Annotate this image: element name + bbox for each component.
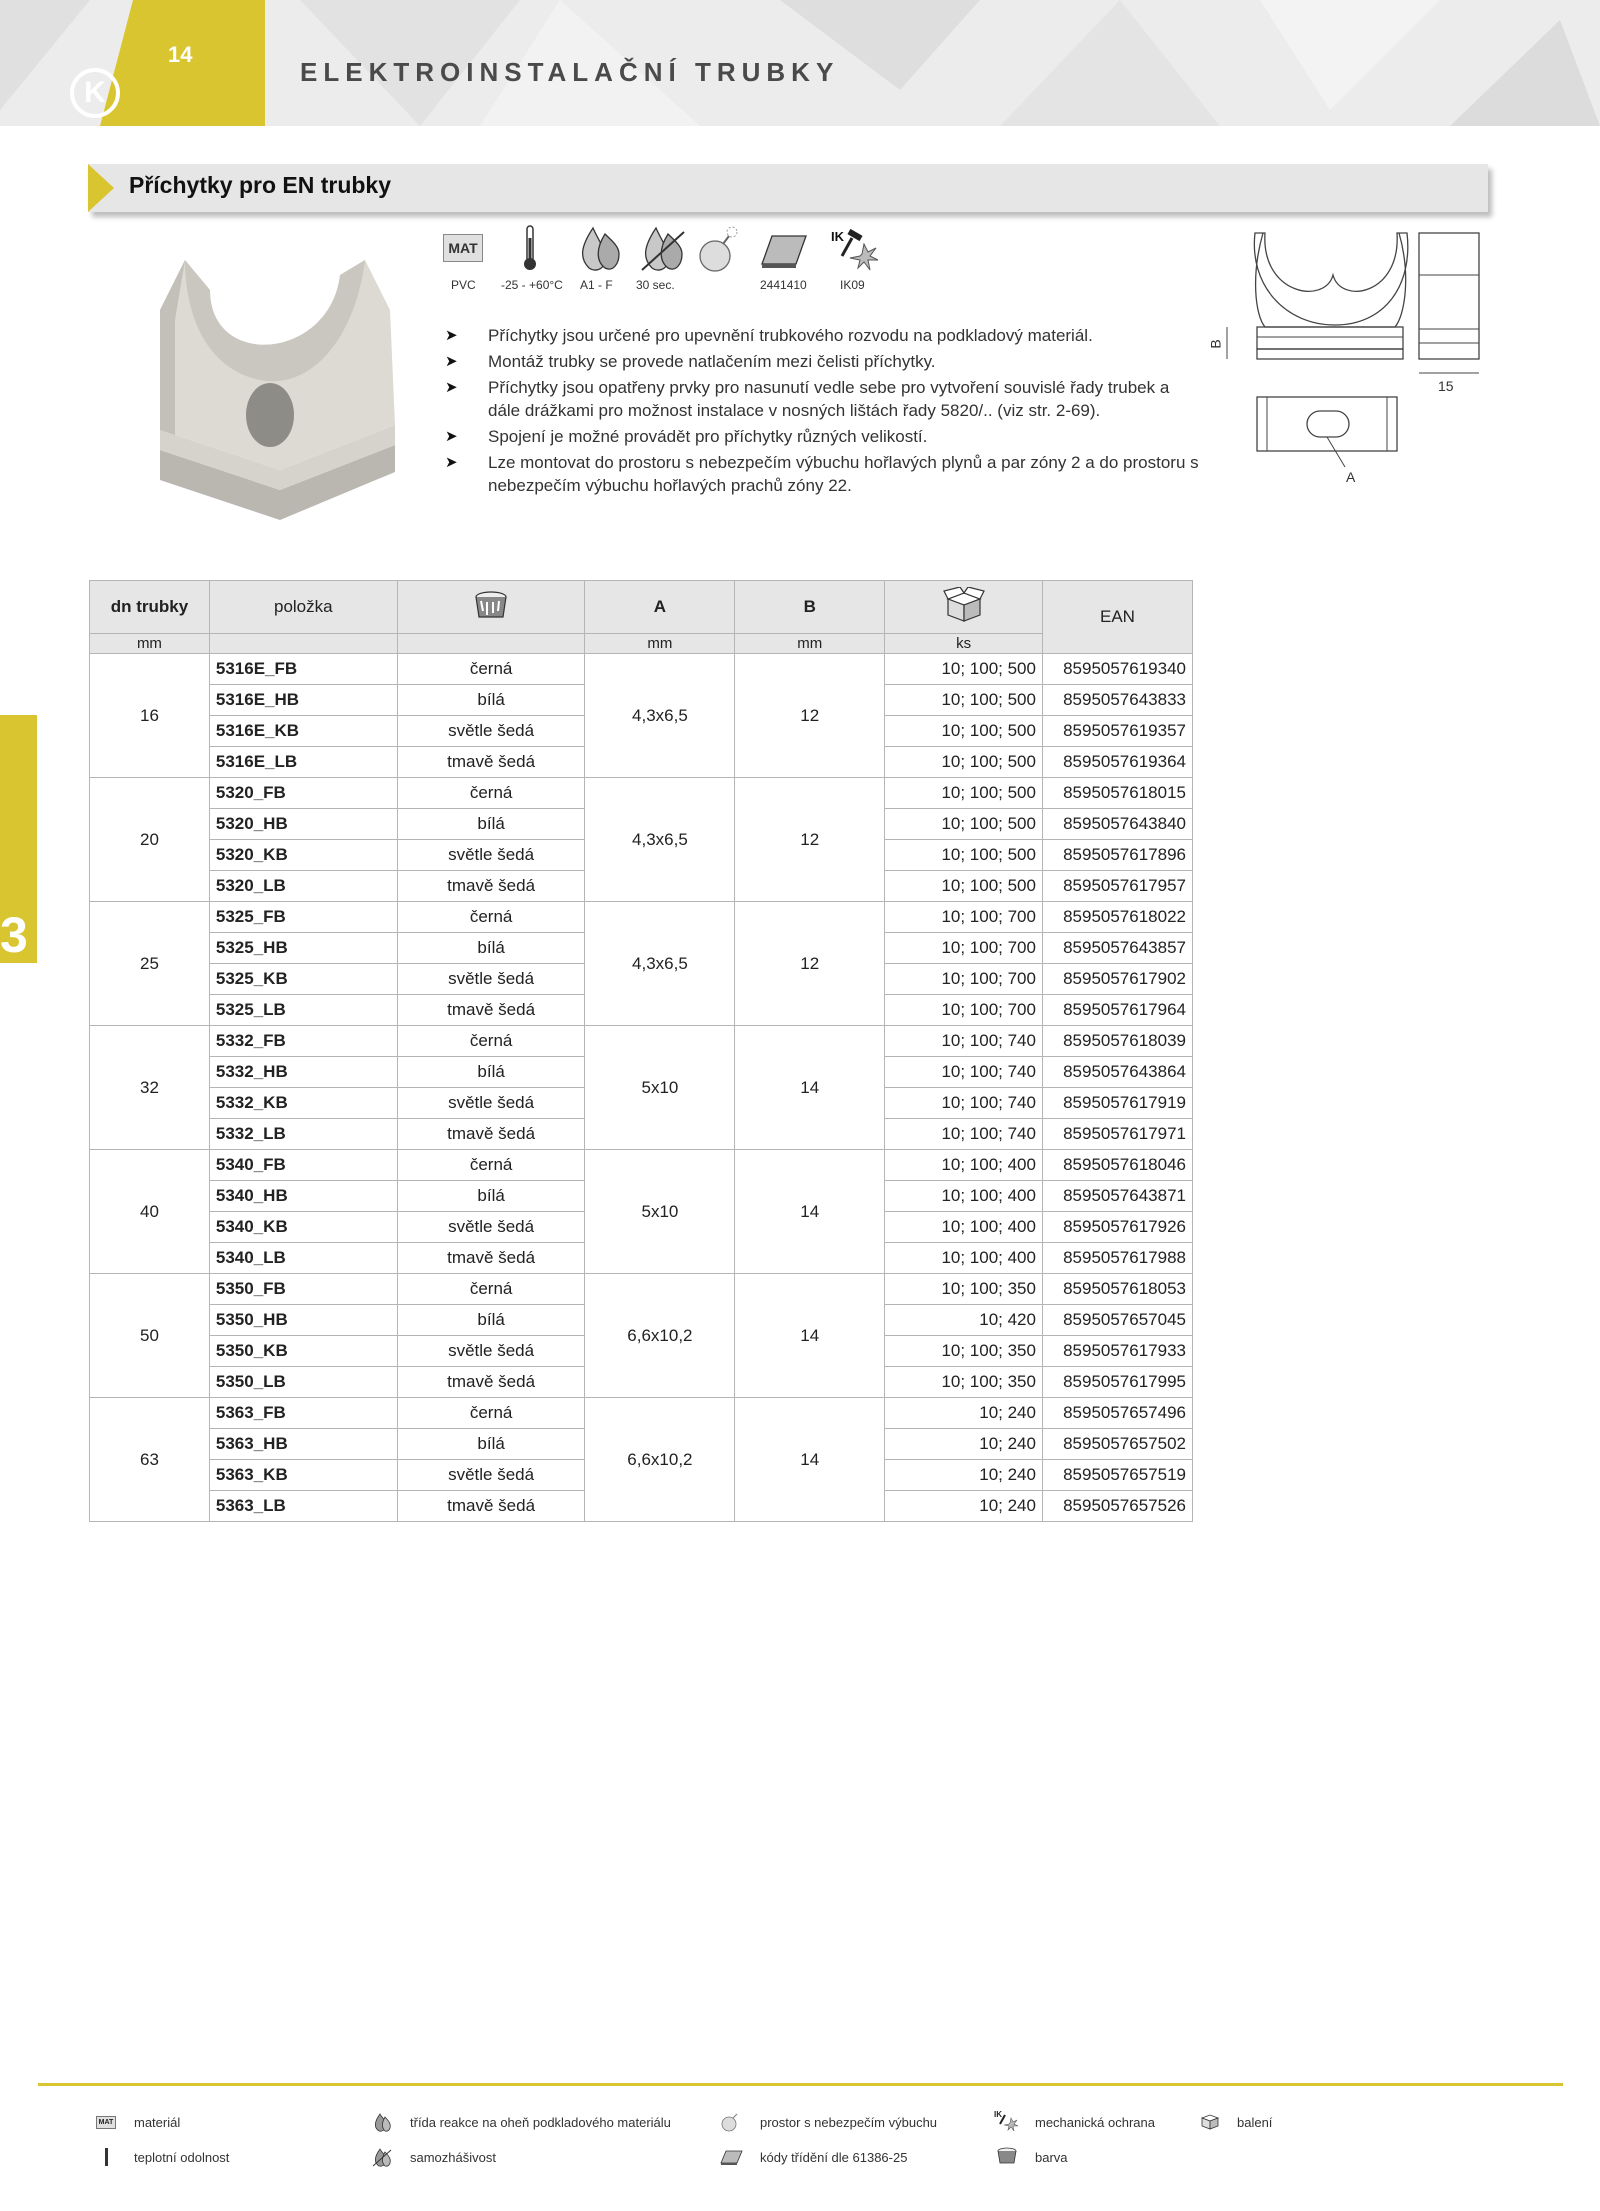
item-code-cell: 5363_HB xyxy=(209,1429,397,1460)
package-qty-cell: 10; 100; 500 xyxy=(885,685,1043,716)
feature-item: ➤ Lze montovat do prostoru s nebezpečím výbuchu hořlavých plynů a par zóny 2 a do prostoru s nebezpečím výbuchu hořlavých prachů zóny 22. xyxy=(445,451,1205,497)
color-cell: černá xyxy=(397,778,585,809)
table-row xyxy=(90,1398,1193,1429)
dn-cell: 63 xyxy=(90,1398,210,1522)
ean-cell: 8595057643864 xyxy=(1042,1057,1192,1088)
technical-drawing xyxy=(1205,225,1485,495)
package-qty-cell: 10; 240 xyxy=(885,1398,1043,1429)
table-row xyxy=(90,902,1193,933)
color-cell: černá xyxy=(397,1274,585,1305)
explosion-icon xyxy=(695,222,741,274)
ean-cell: 8595057617919 xyxy=(1042,1088,1192,1119)
ean-cell: 8595057657519 xyxy=(1042,1460,1192,1491)
ean-cell: 8595057617933 xyxy=(1042,1336,1192,1367)
brand-logo: K xyxy=(70,68,120,118)
color-cell: světle šedá xyxy=(397,964,585,995)
legend-material-icon: MAT xyxy=(96,2116,116,2129)
icon-label-sorting-code: 2441410 xyxy=(760,278,807,292)
item-code-cell: 5363_LB xyxy=(209,1491,397,1522)
item-code-cell: 5332_HB xyxy=(209,1057,397,1088)
dimension-a-cell: 6,6x10,2 xyxy=(585,1274,735,1398)
color-cell: bílá xyxy=(397,1305,585,1336)
dimension-b-cell: 14 xyxy=(735,1398,885,1522)
ean-cell: 8595057618053 xyxy=(1042,1274,1192,1305)
legend-fire-class: třída reakce na oheň podkladového materiálu xyxy=(410,2115,671,2130)
item-code-cell: 5320_HB xyxy=(209,809,397,840)
color-cell: tmavě šedá xyxy=(397,1243,585,1274)
package-icon xyxy=(942,587,986,623)
table-row xyxy=(90,1274,1193,1305)
legend-self-extinguish-icon xyxy=(372,2147,392,2167)
color-cell: černá xyxy=(397,902,585,933)
table-units-row xyxy=(90,634,1193,654)
ik-badge: IK xyxy=(831,229,844,244)
item-code-cell: 5350_KB xyxy=(209,1336,397,1367)
thermometer-icon xyxy=(522,224,538,272)
legend-material: materiál xyxy=(134,2115,181,2130)
table-row xyxy=(90,1026,1193,1057)
unit-ks: ks xyxy=(885,634,1043,654)
unit-dn: mm xyxy=(90,634,210,654)
icon-label-mechanical: IK09 xyxy=(840,278,865,292)
ean-cell: 8595057657496 xyxy=(1042,1398,1192,1429)
footer-divider xyxy=(38,2083,1563,2086)
dimension-b-cell: 12 xyxy=(735,902,885,1026)
package-qty-cell: 10; 100; 740 xyxy=(885,1088,1043,1119)
item-code-cell: 5340_LB xyxy=(209,1243,397,1274)
item-code-cell: 5340_KB xyxy=(209,1212,397,1243)
page-number: 14 xyxy=(168,42,193,67)
ean-cell: 8595057619357 xyxy=(1042,716,1192,747)
ean-cell: 8595057618039 xyxy=(1042,1026,1192,1057)
icon-label-material: PVC xyxy=(451,278,476,292)
ean-cell: 8595057643871 xyxy=(1042,1181,1192,1212)
color-cell: tmavě šedá xyxy=(397,747,585,778)
dn-cell: 32 xyxy=(90,1026,210,1150)
package-qty-cell: 10; 240 xyxy=(885,1491,1043,1522)
item-code-cell: 5363_KB xyxy=(209,1460,397,1491)
table-body xyxy=(90,654,1193,1522)
header-ean: EAN xyxy=(1042,581,1192,654)
color-cell: světle šedá xyxy=(397,716,585,747)
icon-label-self-extinguish: 30 sec. xyxy=(636,278,675,292)
header-a: A xyxy=(585,581,735,634)
icon-label-fire-class: A1 - F xyxy=(580,278,613,292)
package-qty-cell: 10; 100; 500 xyxy=(885,716,1043,747)
package-qty-cell: 10; 100; 400 xyxy=(885,1243,1043,1274)
item-code-cell: 5316E_KB xyxy=(209,716,397,747)
ean-cell: 8595057617957 xyxy=(1042,871,1192,902)
legend-hammer-icon xyxy=(994,2110,1020,2132)
dimension-b-cell: 12 xyxy=(735,654,885,778)
legend-color: barva xyxy=(1035,2150,1068,2165)
item-code-cell: 5340_HB xyxy=(209,1181,397,1212)
package-qty-cell: 10; 240 xyxy=(885,1429,1043,1460)
product-table xyxy=(89,580,1193,1522)
package-qty-cell: 10; 100; 500 xyxy=(885,654,1043,685)
section-title: Příchytky pro EN trubky xyxy=(129,172,392,198)
legend-temperature-icon xyxy=(105,2148,108,2166)
color-cell: bílá xyxy=(397,933,585,964)
package-qty-cell: 10; 100; 500 xyxy=(885,809,1043,840)
dimension-a-cell: 4,3x6,5 xyxy=(585,778,735,902)
self-extinguish-icon xyxy=(638,224,686,274)
dimension-a-cell: 4,3x6,5 xyxy=(585,654,735,778)
dimension-a-cell: 5x10 xyxy=(585,1150,735,1274)
ean-cell: 8595057657526 xyxy=(1042,1491,1192,1522)
legend-fire-class-icon xyxy=(372,2112,392,2132)
dimension-a-cell: 4,3x6,5 xyxy=(585,902,735,1026)
ean-cell: 8595057617896 xyxy=(1042,840,1192,871)
item-code-cell: 5316E_FB xyxy=(209,654,397,685)
legend-explosion: prostor s nebezpečím výbuchu xyxy=(760,2115,938,2130)
dn-cell: 50 xyxy=(90,1274,210,1398)
header-item: položka xyxy=(209,581,397,634)
dimension-b-cell: 14 xyxy=(735,1274,885,1398)
color-bucket-icon xyxy=(473,589,509,621)
package-qty-cell: 10; 100; 740 xyxy=(885,1057,1043,1088)
dimension-a-cell: 5x10 xyxy=(585,1026,735,1150)
package-qty-cell: 10; 100; 350 xyxy=(885,1367,1043,1398)
color-cell: černá xyxy=(397,1150,585,1181)
item-code-cell: 5332_KB xyxy=(209,1088,397,1119)
ean-cell: 8595057643833 xyxy=(1042,685,1192,716)
dimension-a-cell: 6,6x10,2 xyxy=(585,1398,735,1522)
item-code-cell: 5325_HB xyxy=(209,933,397,964)
feature-item: ➤ Příchytky jsou určené pro upevnění trubkového rozvodu na podkladový materiál. xyxy=(445,324,1205,347)
table-row xyxy=(90,1150,1193,1181)
product-image xyxy=(140,250,410,520)
package-qty-cell: 10; 100; 500 xyxy=(885,840,1043,871)
ean-cell: 8595057618015 xyxy=(1042,778,1192,809)
dimension-15-label: 15 xyxy=(1438,378,1454,394)
unit-item xyxy=(209,634,397,654)
item-code-cell: 5316E_LB xyxy=(209,747,397,778)
legend-mechanical: mechanická ochrana xyxy=(1035,2115,1155,2130)
color-cell: černá xyxy=(397,1398,585,1429)
item-code-cell: 5316E_HB xyxy=(209,685,397,716)
item-code-cell: 5350_HB xyxy=(209,1305,397,1336)
package-qty-cell: 10; 100; 740 xyxy=(885,1026,1043,1057)
package-qty-cell: 10; 100; 350 xyxy=(885,1274,1043,1305)
ean-cell: 8595057617926 xyxy=(1042,1212,1192,1243)
color-cell: světle šedá xyxy=(397,1336,585,1367)
ean-cell: 8595057643857 xyxy=(1042,933,1192,964)
ean-cell: 8595057617988 xyxy=(1042,1243,1192,1274)
item-code-cell: 5325_FB xyxy=(209,902,397,933)
color-cell: tmavě šedá xyxy=(397,1491,585,1522)
color-cell: světle šedá xyxy=(397,1088,585,1119)
dimension-b-cell: 12 xyxy=(735,778,885,902)
color-cell: světle šedá xyxy=(397,1460,585,1491)
legend-explosion-icon xyxy=(720,2112,740,2132)
feature-item: ➤ Montáž trubky se provede natlačením mezi čelisti příchytky. xyxy=(445,350,1205,373)
item-code-cell: 5325_KB xyxy=(209,964,397,995)
dn-cell: 40 xyxy=(90,1150,210,1274)
feature-item: ➤ Příchytky jsou opatřeny prvky pro nasunutí vedle sebe pro vytvoření souvislé řady trubek a dále drážkami pro možnost instalace v nosných lištách řady 5820/.. (viz str. 2-69). xyxy=(445,376,1205,422)
dn-cell: 20 xyxy=(90,778,210,902)
fire-class-icon xyxy=(575,224,623,274)
color-cell: světle šedá xyxy=(397,1212,585,1243)
package-qty-cell: 10; 100; 500 xyxy=(885,778,1043,809)
table-row xyxy=(90,654,1193,685)
ean-cell: 8595057617995 xyxy=(1042,1367,1192,1398)
item-code-cell: 5332_LB xyxy=(209,1119,397,1150)
item-code-cell: 5320_KB xyxy=(209,840,397,871)
feature-item: ➤ Spojení je možné provádět pro příchytky různých velikostí. xyxy=(445,425,1205,448)
ean-cell: 8595057617971 xyxy=(1042,1119,1192,1150)
item-code-cell: 5320_LB xyxy=(209,871,397,902)
dimension-b-cell: 14 xyxy=(735,1150,885,1274)
header-b: B xyxy=(735,581,885,634)
ean-cell: 8595057618022 xyxy=(1042,902,1192,933)
ean-cell: 8595057643840 xyxy=(1042,809,1192,840)
chapter-number: 3 xyxy=(0,907,28,963)
unit-b: mm xyxy=(735,634,885,654)
color-cell: tmavě šedá xyxy=(397,995,585,1026)
package-qty-cell: 10; 100; 700 xyxy=(885,964,1043,995)
icon-label-temperature: -25 - +60°C xyxy=(501,278,563,292)
ean-cell: 8595057619340 xyxy=(1042,654,1192,685)
ean-cell: 8595057617964 xyxy=(1042,995,1192,1026)
item-code-cell: 5350_FB xyxy=(209,1274,397,1305)
item-code-cell: 5325_LB xyxy=(209,995,397,1026)
ean-cell: 8595057619364 xyxy=(1042,747,1192,778)
color-cell: bílá xyxy=(397,1181,585,1212)
color-cell: bílá xyxy=(397,1057,585,1088)
dn-cell: 16 xyxy=(90,654,210,778)
package-qty-cell: 10; 100; 700 xyxy=(885,995,1043,1026)
ean-cell: 8595057657502 xyxy=(1042,1429,1192,1460)
color-cell: černá xyxy=(397,1026,585,1057)
legend-color-icon xyxy=(996,2146,1018,2166)
hammer-icon xyxy=(830,228,880,272)
feature-list xyxy=(445,324,1205,500)
item-code-cell: 5320_FB xyxy=(209,778,397,809)
color-cell: bílá xyxy=(397,809,585,840)
package-qty-cell: 10; 100; 740 xyxy=(885,1119,1043,1150)
item-code-cell: 5332_FB xyxy=(209,1026,397,1057)
legend-package: balení xyxy=(1237,2115,1273,2130)
table-row xyxy=(90,778,1193,809)
dimension-b-cell: 14 xyxy=(735,1026,885,1150)
package-qty-cell: 10; 420 xyxy=(885,1305,1043,1336)
header-dn: dn trubky xyxy=(90,581,210,634)
package-qty-cell: 10; 100; 350 xyxy=(885,1336,1043,1367)
legend-sorting-code: kódy třídění dle 61386-25 xyxy=(760,2150,908,2165)
dimension-a-label: A xyxy=(1346,469,1356,485)
color-cell: tmavě šedá xyxy=(397,1119,585,1150)
ean-cell: 8595057617902 xyxy=(1042,964,1192,995)
item-code-cell: 5363_FB xyxy=(209,1398,397,1429)
legend-package-icon xyxy=(1198,2111,1222,2131)
package-qty-cell: 10; 100; 500 xyxy=(885,747,1043,778)
color-cell: bílá xyxy=(397,1429,585,1460)
ean-cell: 8595057657045 xyxy=(1042,1305,1192,1336)
material-icon: MAT xyxy=(443,234,483,262)
package-qty-cell: 10; 100; 400 xyxy=(885,1181,1043,1212)
color-cell: černá xyxy=(397,654,585,685)
legend-self-extinguish: samozhášivost xyxy=(410,2150,496,2165)
package-qty-cell: 10; 100; 400 xyxy=(885,1150,1043,1181)
legend-ik-badge: IK xyxy=(994,2110,1002,2119)
header-package xyxy=(885,581,1043,634)
dimension-b-label: B xyxy=(1207,339,1224,349)
package-qty-cell: 10; 100; 400 xyxy=(885,1212,1043,1243)
package-qty-cell: 10; 100; 700 xyxy=(885,933,1043,964)
dn-cell: 25 xyxy=(90,902,210,1026)
header-color xyxy=(397,581,585,634)
color-cell: světle šedá xyxy=(397,840,585,871)
item-code-cell: 5350_LB xyxy=(209,1367,397,1398)
ean-cell: 8595057618046 xyxy=(1042,1150,1192,1181)
color-cell: tmavě šedá xyxy=(397,1367,585,1398)
package-qty-cell: 10; 100; 500 xyxy=(885,871,1043,902)
item-code-cell: 5340_FB xyxy=(209,1150,397,1181)
unit-a: mm xyxy=(585,634,735,654)
unit-color xyxy=(397,634,585,654)
table-header-row xyxy=(90,581,1193,634)
legend-temperature: teplotní odolnost xyxy=(134,2150,230,2165)
color-cell: bílá xyxy=(397,685,585,716)
color-cell: tmavě šedá xyxy=(397,871,585,902)
legend-sorting-code-icon xyxy=(720,2149,744,2167)
page-header-title: ELEKTROINSTALAČNÍ TRUBKY xyxy=(300,57,840,87)
package-qty-cell: 10; 240 xyxy=(885,1460,1043,1491)
package-qty-cell: 10; 100; 700 xyxy=(885,902,1043,933)
sorting-code-icon xyxy=(760,230,810,270)
